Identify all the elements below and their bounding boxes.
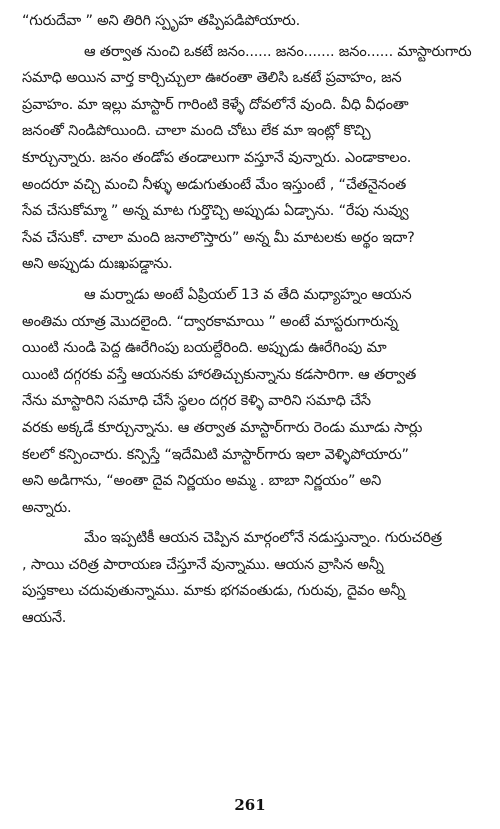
- text-line: కలలో కన్పించారు. కన్పిస్తే “ఇదేమిటి మాస్టార్‌గారు ఇలా వెళ్ళిపోయారు”: [22, 446, 409, 463]
- text-line: అని అడిగాను, “అంతా దైవ నిర్ణయం అమ్మ . బాబా నిర్ణయం” అని: [22, 473, 382, 490]
- text-line: అంతిమ యాత్ర మొదలైంది. “ద్వారకామాయి ” అంటే మాస్టరుగారున్న: [22, 313, 398, 330]
- text-line: యింటి దగ్గరకు వస్తే ఆయనకు హారతిచ్చుకున్నాను కడసారిగా. ఆ తర్వాత: [22, 366, 417, 383]
- text-line: సమాధి అయిన వార్త కార్చిచ్చులా ఊరంతా తెలిసి ఒకటే ప్రవాహం, జన: [22, 70, 402, 87]
- text-line: జనంతో నిండిపోయింది. చాలా మంది చోటు లేక మా ఇంట్లో కొచ్చి: [22, 123, 371, 140]
- text-line: ప్రవాహం. మా ఇల్లు మాస్టార్ గారింటి కెళ్ళే దోవలోనే వుంది. వీధి వీధంతా: [22, 96, 409, 113]
- text-line: అందరూ వచ్చి మంచి నీళ్ళు అడుగుతుంటే మేం ఇస్తుంటే , “చేతనైనంత: [22, 176, 407, 193]
- text-line: అని అప్పుడు దుఃఖపడ్డాను.: [22, 256, 173, 273]
- text-line: ఆయనే.: [22, 610, 67, 627]
- page-body: [22, 8, 484, 632]
- text-line: కూర్చున్నారు. జనం తండోప తండాలుగా వస్తూనే వున్నారు. ఎండాకాలం.: [22, 149, 412, 166]
- text-line: ఆ తర్వాత నుంచి ఒకటే జనం...... జనం....... జనం...... మాస్టారుగారు: [84, 43, 472, 60]
- text-line: వరకు అక్కడే కూర్చున్నాను. ఆ తర్వాత మాస్టార్‌గారు రెండు మూడు సార్లు: [22, 419, 423, 436]
- text-line: యింటి నుండి పెద్ద ఊరేగింపు బయల్దేరింది. అప్పుడు ఊరేగింపు మా: [22, 340, 387, 357]
- text-line: , సాయి చరిత్ర పారాయణ చేస్తూనే వున్నాము. ఆయన వ్రాసిన అన్నీ: [22, 556, 384, 573]
- text-line: నేను మాస్టారిని సమాధి చేసే స్థలం దగ్గర కెళ్ళి వారిని సమాధి చేసే: [22, 393, 371, 410]
- page-number: 261: [234, 796, 266, 814]
- text-line: అన్నారు.: [22, 499, 72, 516]
- text-line: “గురుదేవా ” అని తిరిగి స్పృహ తప్పిపడిపోయారు.: [22, 13, 301, 29]
- text-line: సేవ చేసుకోమ్మా ” అన్న మాట గుర్తొచ్చి అప్పుడు ఏడ్చాను. “రేపు నువ్వు: [22, 203, 409, 220]
- text-line: పుస్తకాలు చదువుతున్నాము. మాకు భగవంతుడు, గురువు, దైవం అన్నీ: [22, 583, 406, 600]
- text-line: సేవ చేసుకో. చాలా మంది జనాలొస్తారు” అన్న మీ మాటలకు అర్థం ఇదా?: [22, 229, 415, 246]
- text-line: ఆ మర్నాడు అంటే ఏప్రియల్ 13 వ తేది మధ్యాహ్నం ఆయన: [84, 286, 412, 303]
- text-line: మేం ఇప్పటికీ ఆయన చెప్పిన మార్గంలోనే నడుస్తున్నాం. గురుచరిత్ర: [84, 530, 442, 547]
